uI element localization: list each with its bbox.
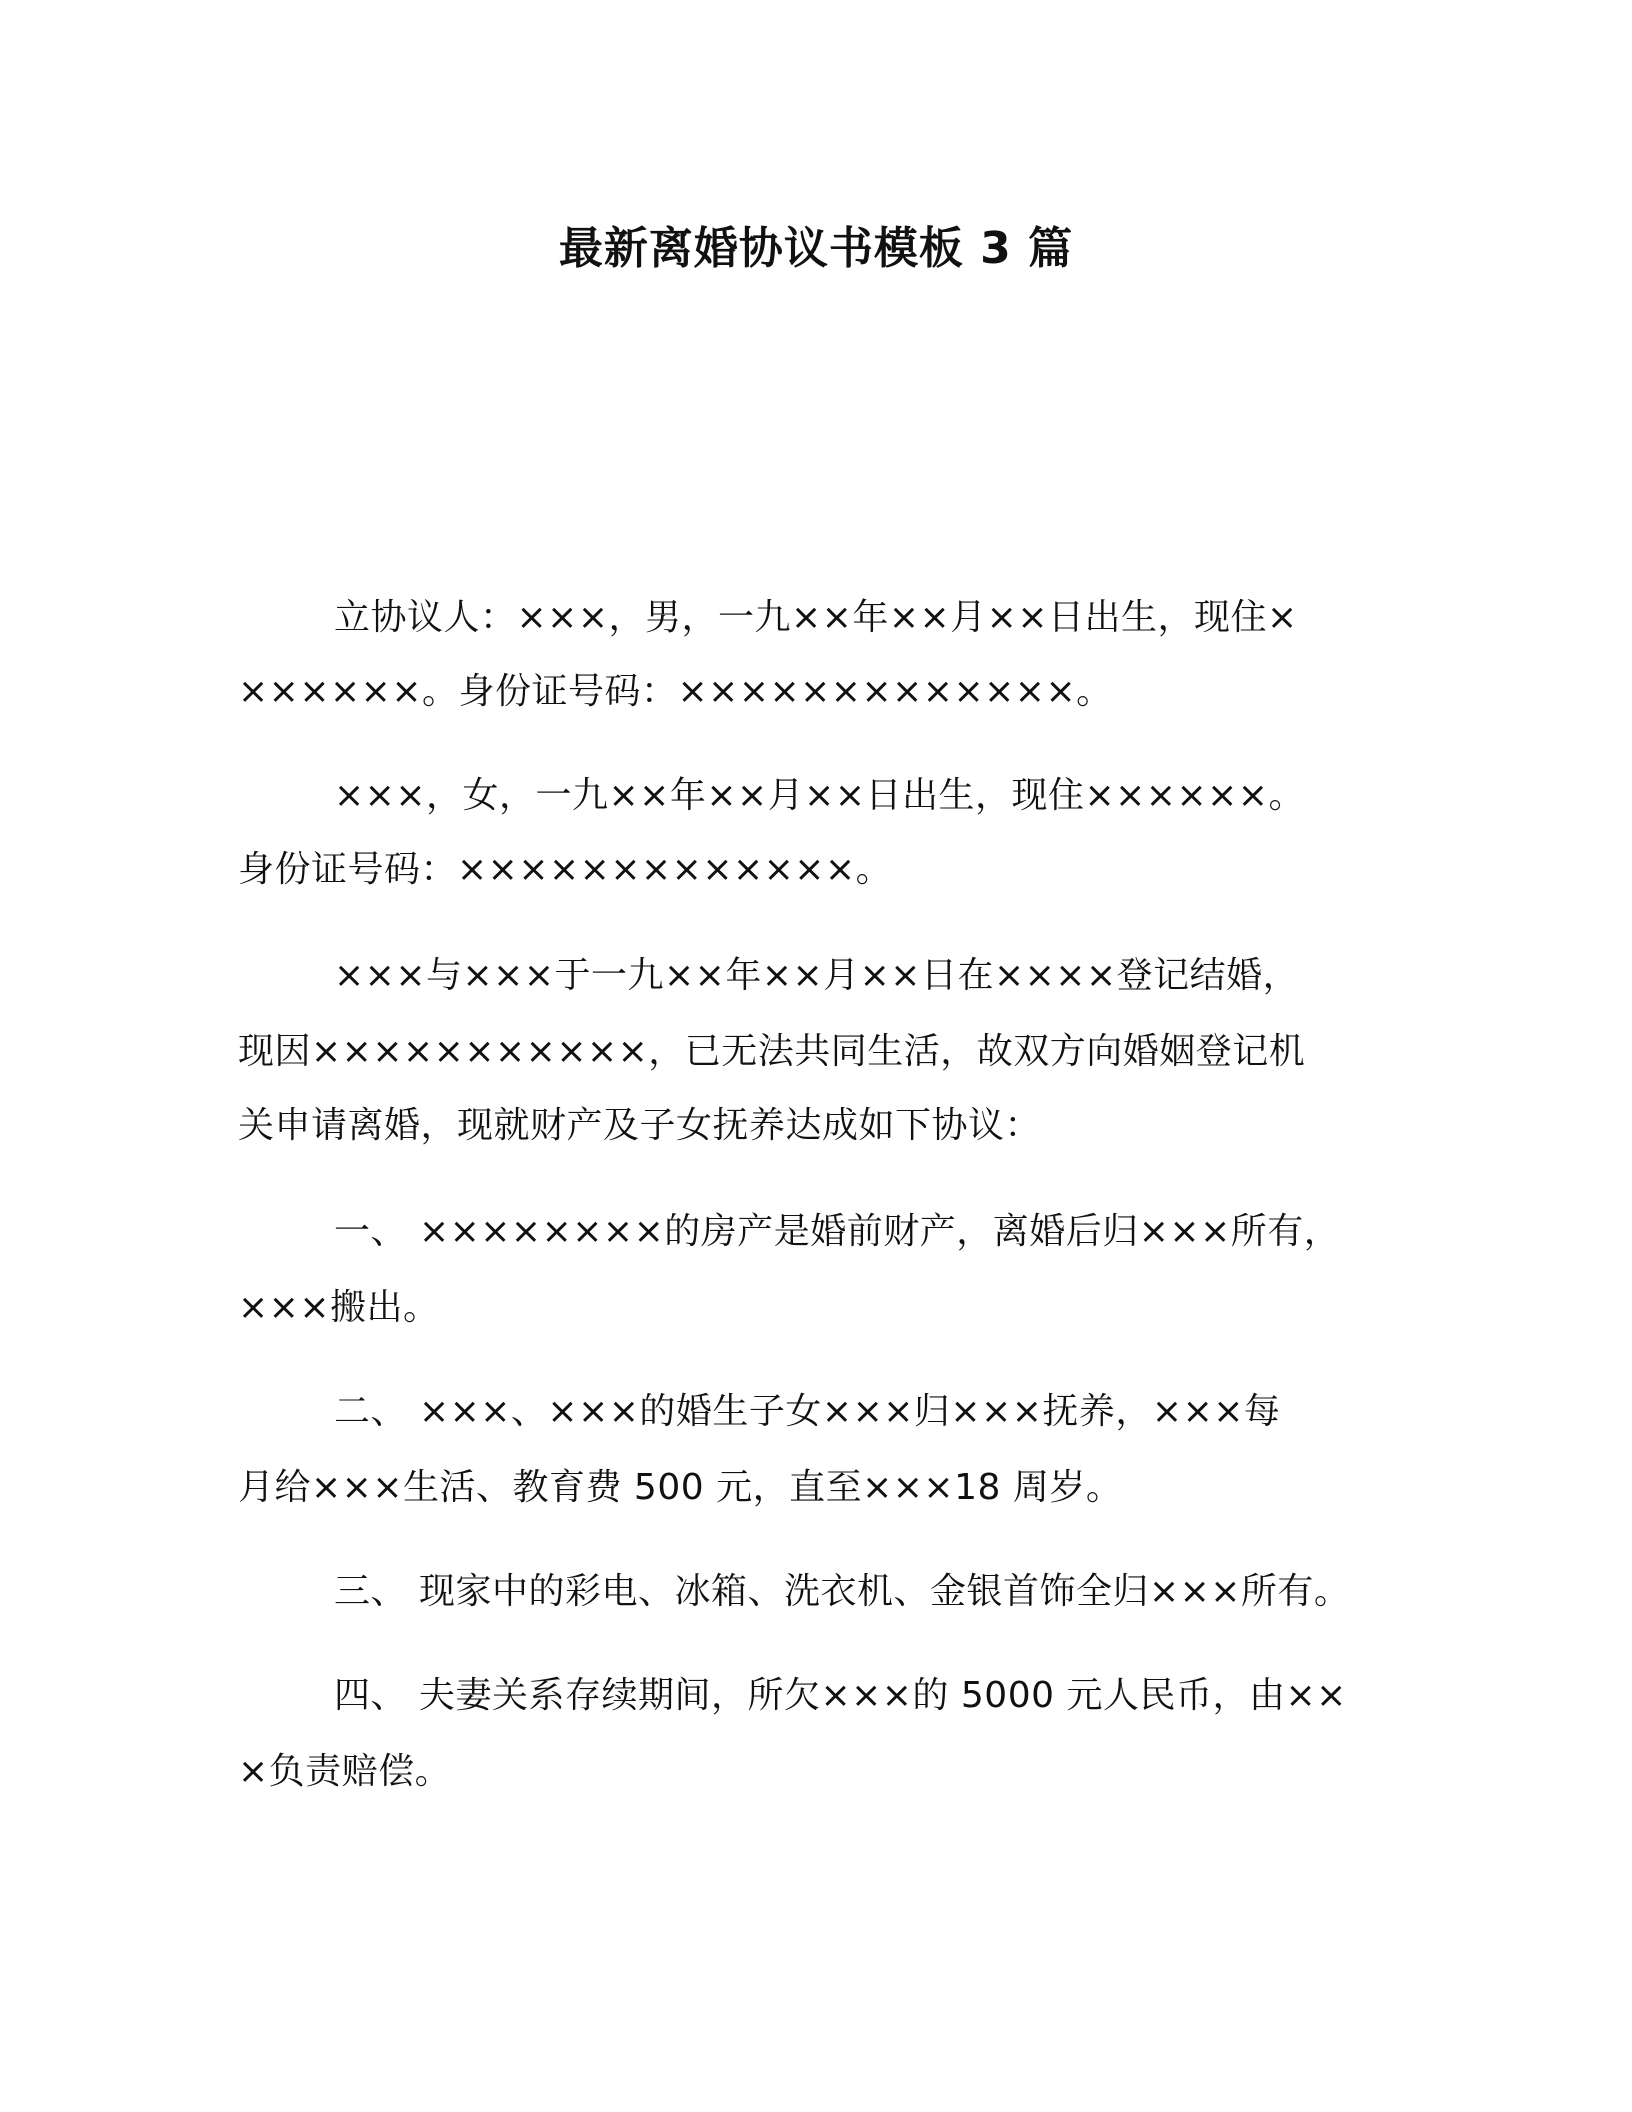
clause-two-line-1: 二、 ×××、×××的婚生子女×××归×××抚养，×××每 — [334, 1391, 1281, 1432]
paragraph-parties-female-line-2: 身份证号码：×××××××××××××。 — [238, 849, 893, 890]
paragraph-parties-male-line-1: 立协议人：×××，男，一九××年××月××日出生，现住× — [334, 597, 1298, 638]
clause-one-line-1: 一、 ××××××××的房产是婚前财产，离婚后归×××所有， — [334, 1211, 1341, 1252]
paragraph-marriage-line-1: ×××与×××于一九××年××月××日在××××登记结婚， — [334, 955, 1300, 996]
clause-three-line-1: 三、 现家中的彩电、冰箱、洗衣机、金银首饰全归×××所有。 — [334, 1571, 1351, 1612]
clause-two-line-2: 月给×××生活、教育费 500 元，直至×××18 周岁。 — [238, 1467, 1123, 1508]
clause-one-line-2: ×××搬出。 — [238, 1287, 440, 1328]
clause-four-line-2: ×负责赔偿。 — [238, 1751, 452, 1792]
document-title: 最新离婚协议书模板 3 篇 — [558, 223, 1074, 274]
clause-four-line-1: 四、 夫妻关系存续期间，所欠×××的 5000 元人民币，由×× — [334, 1675, 1347, 1716]
paragraph-marriage-line-2: 现因×××××××××××，已无法共同生活，故双方向婚姻登记机 — [238, 1031, 1306, 1072]
paragraph-marriage-line-3: 关申请离婚，现就财产及子女抚养达成如下协议： — [238, 1105, 1042, 1146]
paragraph-parties-male-line-2: ××××××。身份证号码：×××××××××××××。 — [238, 671, 1113, 712]
paragraph-parties-female-line-1: ×××，女，一九××年××月××日出生，现住××××××。 — [334, 775, 1305, 816]
